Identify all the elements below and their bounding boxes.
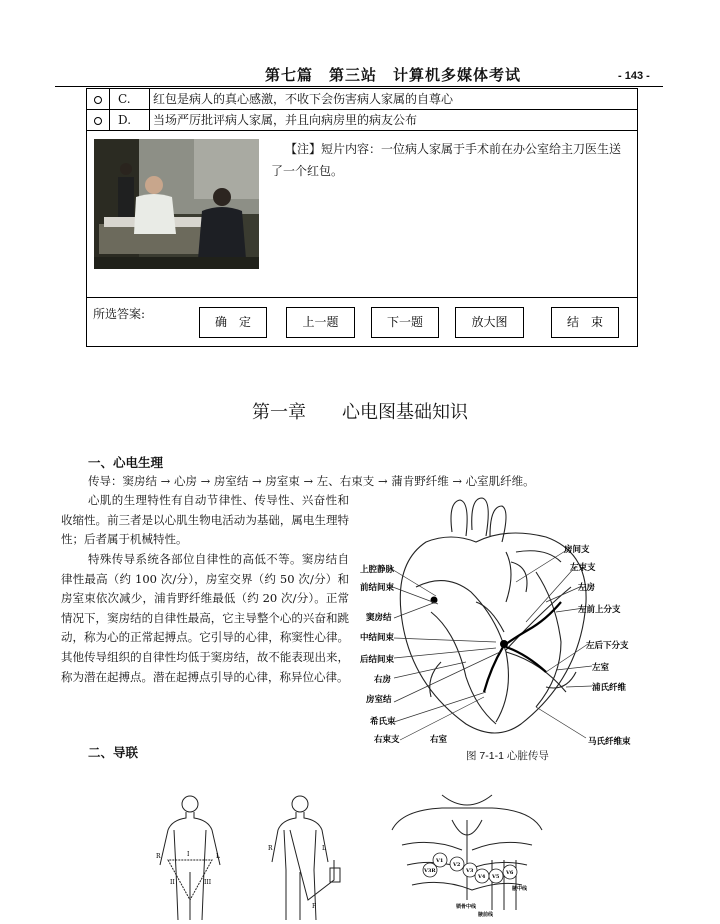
label-right-bundle-branch: 右束支 [374,735,400,745]
chest-lead-v3r: V3R [424,868,436,874]
heart-diagram [356,492,646,747]
lead-label-ii: II [170,879,175,886]
label-right-atrium: 右房 [374,675,392,685]
limb-lead-figure-2 [262,790,352,920]
video-still-image [94,139,259,269]
page-number: - 143 - [618,70,650,82]
option-row-d[interactable] [87,110,637,131]
page-header-title: 第七篇 第三站 计算机多媒体考试 [265,66,522,84]
label-interatrial-branch: 房间支 [564,545,590,555]
chest-lead-v6: V6 [506,870,514,876]
label-left-ventricle: 左室 [592,663,610,673]
figure-caption: 图 7-1-1 心脏传导 [466,750,549,762]
chapter-title: 第一章 心电图基础知识 [252,402,468,423]
label-bundle-of-his: 希氏束 [370,717,396,727]
label-left-atrium: 左房 [578,583,596,593]
conduction-pathway-text: 传导：窦房结 → 心房 → 房室结 → 房室束 → 左、右束支 → 蒲肯野纤维 → 心室肌纤维。 [88,474,535,488]
limb-lead-figure-1 [150,790,230,920]
body-paragraph: 心肌的生理特性有自动节律性、传导性、兴奋性和收缩性。前三者是以心肌生物电活动为基础，属电生理特性；后者属于机械特性。 [61,493,349,547]
label-left-posterior-fascicle: 左后下分支 [586,641,629,651]
radio-option-c[interactable] [94,96,102,104]
label-posterior-internodal-tract: 后结间束 [360,655,395,665]
video-frame[interactable] [94,139,259,269]
label-left-anterior-fascicle: 左前上分支 [578,605,621,615]
label-av-node: 房室结 [366,695,392,705]
video-note: 【注】短片内容：一位病人家属于手术前在办公室给主刀医生送了一个红包。 [271,142,622,178]
radio-option-d[interactable] [94,117,102,125]
zoom-image-button[interactable]: 放大图 [455,307,524,338]
end-button[interactable]: 结 束 [551,307,619,338]
option-text: 红包是病人的真心感激，不收下会伤害病人家属的自尊心 [153,92,454,106]
chest-lead-figure [382,790,552,920]
lead-label-i: I [187,851,190,858]
chest-lead-v5: V5 [492,874,500,880]
chest-lead-v4: V4 [478,874,486,880]
label-superior-vena-cava: 上腔静脉 [360,565,395,575]
label-purkinje-fibers: 浦氏纤维 [592,683,627,693]
answer-bar [87,297,637,347]
header-divider [55,86,663,87]
option-text: 当场严厉批评病人家属，并且向病房里的病友公布 [153,113,418,127]
answer-label: 所选答案: [93,307,146,321]
heart-conduction-figure [356,492,646,747]
lead-label-l2: L [322,845,326,852]
chest-line-mid-axillary: 腋中线 [512,886,528,892]
section-heading: 一、心电生理 [88,455,164,470]
label-left-bundle-branch: 左束支 [570,563,596,573]
body-paragraph: 特殊传导系统各部位自律性的高低不等。窦房结自律性最高（约 100 次/分），房室交界（约 50 次/分）和房室束依次减少，浦肯野纤维最低（约 20 次/分）。正常情况下，窦房结的自律性最高，它主导整个心的兴奋和跳动，称为心的正常起搏点。它引导的心律，称窦性心律。其他传导组织的自律性均低于窦房结，故不能表现出来，称为潜在起搏点。潜在起搏点引导的心律，称异位心律。 [61,552,349,684]
next-question-button[interactable]: 下一题 [371,307,439,338]
label-middle-internodal-tract: 中结间束 [360,633,395,643]
lead-label-r2: R [268,845,273,852]
chest-lead-v2: V2 [453,862,461,868]
option-row-c[interactable] [87,89,637,110]
option-letter: C. [110,89,150,109]
chest-lead-v1: V1 [436,858,444,864]
lead-label-iii: III [204,879,212,886]
label-right-ventricle: 右室 [430,735,448,745]
lead-label-l: L [216,853,220,860]
section-heading: 二、导联 [88,745,139,760]
question-panel [86,88,638,347]
label-mahaim-fibers: 马氏纤维束 [588,737,631,747]
confirm-button[interactable]: 确 定 [199,307,267,338]
label-sa-node: 窦房结 [366,613,392,623]
label-anterior-internodal-tract: 前结间束 [360,583,395,593]
chest-line-anterior-axillary: 腋前线 [478,912,494,918]
option-letter: D. [110,110,150,130]
chest-line-midclavicular: 锁骨中线 [456,904,477,910]
chest-lead-v3: V3 [466,868,474,874]
previous-question-button[interactable]: 上一题 [286,307,355,338]
lead-label-f: F [312,903,317,910]
lead-label-r: R [156,853,161,860]
